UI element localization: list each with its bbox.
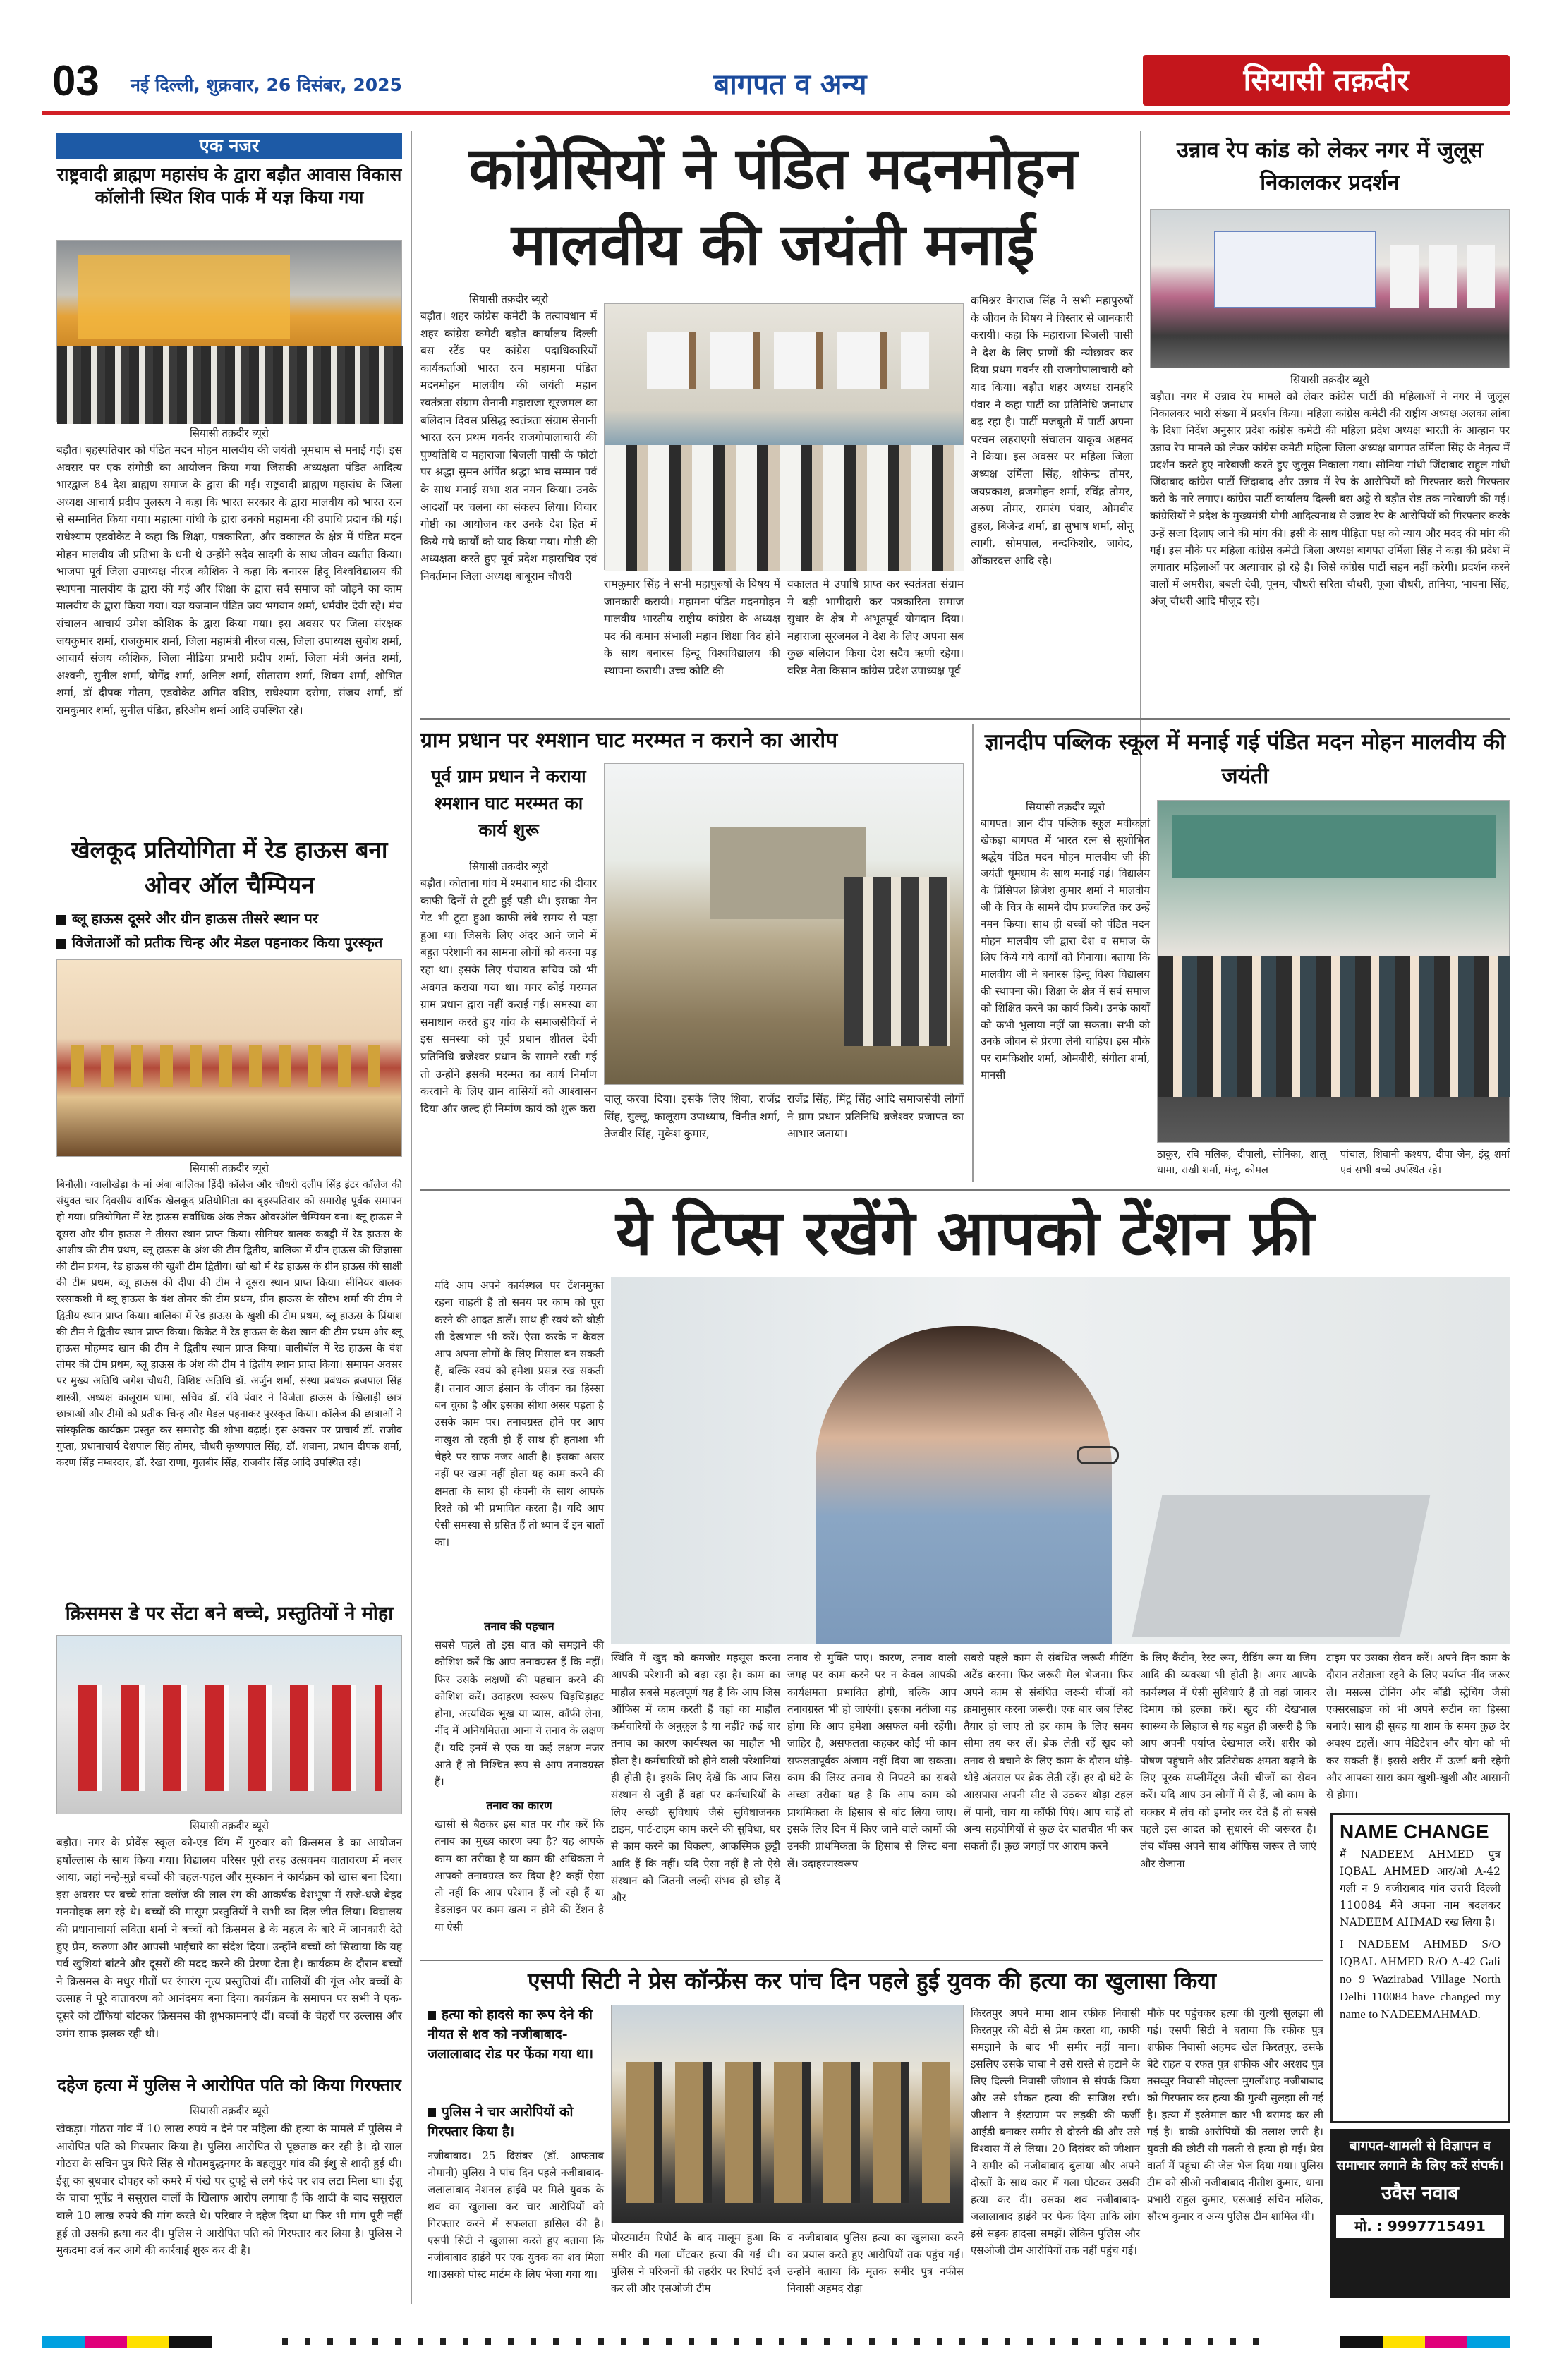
spcity-body-a: नजीबाबाद। 25 दिसंबर (डॉ. आफताब नोमानी) पुलिस ने पांच दिन पहले नजीबाबाद-जलालाबाद नेशनल हाईवे पर मिले युवक के शव का खुलासा कर चार आरोपियों को गिरफ्तार करने में सफलता हासिल की है। एसपी सिटी ने खुलासा करते हुए बताया कि नजीबाबाद हाईवे पर एक युवक का शव मिला था।उसको पोस्ट मार्टम के लिए भेजा गया था। [428, 2149, 604, 2281]
name-change-title: NAME CHANGE [1340, 1821, 1489, 1842]
spcity-top-rule [420, 1960, 1323, 1961]
story2-body: बिनौली। ग्वालीखेड़ा के मां अंबा बालिका हिंदी कॉलेज और चौधरी दलीप सिंह इंटर कॉलेज की संयुक्त चार दिवसीय वार्षिक खेलकूद प्रतियोगिता का बृहस्पतिवार को समारोह पूर्वक समापन हो गया। प्रतियोगिता में रेड हाऊस सर्वाधिक अंक लेकर ओवरऑल चैम्पियन बना। ब्लू हाऊस ने दूसरा और ग्रीन हाऊस ने तीसरा स्थान प्राप्त किया। सीनियर बालक कबड्डी में रेड हाऊस के आशीष की टीम प्रथम, ब्लू हाऊस के अंश की टीम द्वितीय, बालिका में ग्रीन हाऊस की जिज्ञासा की टीम प्रथम, रेड हाऊस की खुशी टीम द्वितीय। खो खो में रेड हाऊस के ग्रीन हाऊस की साक्षी की टीम प्रथम, ब्लू हाऊस की दीपा की टीम ने दूसरा स्थान प्राप्त किया। सीनियर बालक रस्साकशी में ब्लू हाऊस के वंश तोमर की टीम प्रथम, ग्रीन हाऊस के सौरभ शर्मा की टीम ने द्वितीय स्थान प्राप्त किया। बालिका में रेड हाऊस के खुशी की टीम प्रथम, ब्लू हाऊस के प्रिंयाश की टीम ने द्वितीय स्थान प्राप्त किया। क्रिकेट में रेड हाऊस के केश खान की टीम प्रथम और ब्लू हाऊस मोहम्मद खान की टीम ने द्वितीय स्थान प्राप्त किया। वालीबॉल में रेड हाऊस के वंश तोमर की टीम प्रथम, ब्लू हाऊस के अंश की टीम ने द्वितीय स्थान प्राप्त किया। समापन अवसर पर मुख्य अतिथि जगेश चौधरी, विशिष्ट अतिथि डॉ. अर्जुन शर्मा, संस्था प्रबंधक ब्रजपाल सिंह शास्त्री, अध्यक्ष कालूराम धामा, सचिव डॉ. रवि पंवार ने विजेता हाऊस के खिलाड़ी छात्र छात्राओं और टीमों को प्रतीक चिन्ह और मेडल पहनाकर पुरस्कृत किया। कॉलेज की छात्राओं ने सांस्कृतिक कार्यक्रम प्रस्तुत कर समारोह की शोभा बढ़ाई। इस अवसर पर प्राचार्य डॉ. राजीव गुप्ता, प्रधानाचार्य देशपाल सिंह तोमर, चौधरी कृष्णपाल सिंह, डॉ. शवाना, प्रधान दीपक शर्मा, करण सिंह नम्बरदार, डॉ. रेखा राणा, गुलबीर सिंह, राजबीर सिंह आदि उपस्थित रहे। [56, 1179, 402, 1469]
name-change-english: I NADEEM AHMED S/O IQBAL AHMED R/O A-42 Gali no 9 Wazirabad Village North Delhi 110084 have changed my name to NADEEMAHMAD. [1340, 1937, 1501, 2021]
story3-byline: सियासी तक़दीर ब्यूरो [190, 1819, 269, 1832]
story2-headline: खेलकूद प्रतियोगिता में रेड हाऊस बना ओवर ऑल चैम्पियन [71, 836, 388, 899]
lead-body-col-b: रामकुमार सिंह ने सभी महापुरुषों के विषय में जानकारी करायी। महामना पंडित मदनमोहन मालवीय भारतीय राष्ट्रीय कांग्रेस के अध्यक्ष पद की कमान संभाली महान शिक्षा विद होने के साथ बनारस हिन्दू विश्वविद्यालय की स्थापना करायी। उच्च कोटि की [604, 578, 780, 677]
crowd [57, 346, 403, 424]
story2-bullet-1 [56, 909, 402, 928]
spcity-headline: एसपी सिटी ने प्रेस कॉन्फ्रेंस कर पांच दिन पहले हुई युवक की हत्या का खुलासा किया [527, 1967, 1217, 1994]
tips-para-8: टाइम पर उसका सेवन करें। अपने दिन काम के दौरान तरोताजा रहने के लिए पर्याप्त नींद जरूर लें। मसल्स टोनिंग और बॉडी स्ट्रेचिंग जैसी एक्सरसाइज को भी अपने रूटीन का हिस्सा बनाएं। साथ ही सुबह या शाम के समय कुछ देर अवश्य टहलें। आप मेडिटेशन और योग को भी कर सकती हैं। इससे शरीर में ऊर्जा बनी रहेगी और आपका सारा काम खुशी-खुशी और आसानी से होगा। [1326, 1651, 1510, 1802]
tips-para-3: खासी से बैठकर इस बात पर गौर करें कि तनाव का मुख्य कारण क्या है? यह आपके काम का तरीका है या काम की अधिकता ने आपको तनावग्रस्त कर दिया है? कहीं ऐसा तो नहीं कि आप परेशान हैं जो रही हैं या डेडलाइन पर काम खत्म न होने की टेंशन है या ऐसी [435, 1818, 604, 1933]
santa-kids [78, 1685, 382, 1791]
section-title: बागपत व अन्य [713, 68, 867, 101]
lead-byline: सियासी तक़दीर ब्यूरो [469, 293, 548, 305]
tips-sub-1: तनाव की पहचान [484, 1620, 554, 1633]
registration-dots [282, 2338, 1270, 2345]
story1-body: बड़ौत। बृहस्पतिवार को पंडित मदन मोहन मालवीय की जयंती भूमधाम से मनाई गई। इस अवसर पर एक संगोष्ठी का आयोजन किया गया जिसकी अध्यक्षता पंडित आदित्य भारद्वाज 84 देश ब्राह्मण समाज के द्वारा की गई। राष्ट्रवादी ब्राह्मण महासंघ के जिला अध्यक्ष आचार्य प्रदीप पुलस्त्य ने कहा कि भारत सरकार के द्वारा मालवीय को भारत रत्न से सम्मानित किया गया। महात्मा गांधी के द्वारा उनको महामना की उपाधि प्रदान की गई। राधेश्याम एडवोकेट ने कहा कि शिक्षा, पत्रकारिता, और वकालत के क्षेत्र में पंडित मदन मोहन मालवीय जी प्रतिभा के धनी थे उन्होंने सदैव सादगी के साथ जीवन व्यतीत किया। भाजपा पूर्व जिला उपाध्यक्ष नीरज कौशिक ने कहा कि बनारस हिंदू विश्वविद्यालय की स्थापना मालवीय के द्वारा की गई और शिक्षा के द्वारा सर्व समाज को जोड़ने का काम मालवीय के द्वारा किया गया। यज्ञ यजमान पंडित जय भगवान शर्मा, धर्मवीर देवी रहे। मंच संचालन आचार्य उमेश कौशिक के द्वारा किया गया। इस अवसर पर जिला संरक्षक जयकुमार शर्मा, राजकुमार शर्मा, जिला महामंत्री नीरज वत्स, जिला उपाध्यक्ष सुबोध शर्मा, आचार्य संजय कौशिक, जिला मीडिया प्रभारी प्रदीप शर्मा, जिला मंत्री अनंत शर्मा, अश्वनी, सुनील शर्मा, योगेंद्र शर्मा, अनिल शर्मा, सीताराम शर्मा, शिवम शर्मा, शोभित शर्मा, डॉ दीपक गौतम, एडवोकेट अमित वशिष्ठ, राघेश्याम दरोगा, संजय शर्मा, डॉ रामकुमार शर्मा, सुनील पंडित, हरिओम शर्मा आदि उपस्थित रहे। [56, 444, 402, 717]
header-rule-red [42, 111, 1510, 115]
unnao-byline: सियासी तक़दीर ब्यूरो [1290, 373, 1369, 386]
paper-name: सियासी तक़दीर [1243, 63, 1409, 97]
story1-photo [56, 240, 402, 422]
tips-headline: ये टिप्स रखेंगे आपको टेंशन फ्री [616, 1196, 1314, 1269]
placards [1390, 245, 1503, 308]
ek-najar-tag [56, 133, 402, 159]
dateline: नई दिल्ली, शुक्रवार, 26 दिसंबर, 2025 [131, 75, 402, 95]
lead-body-col-c: वकालत मे उपाधि प्राप्त कर स्वतंत्रता संग्राम मे बड़ी भागीदारी कर पत्रकारिता समाज सुधार के क्षेत्र मे अभूतपूर्व योगदान दिया। महाराजा सूरजमल ने देश के लिए अपना सब कुछ बलिदान किया देश सदैव ऋणी रहेगा। वरिष्ठ नेता किसान कांग्रेस प्रदेश उपाध्यक्ष पूर्व [787, 578, 964, 677]
shamshan-body-c: राजेंद्र सिंह, मिंटू सिंह आदि समाजसेवी लोगों ने ग्राम प्रधान प्रतिनिधि ब्रजेश्वर प्रजापत का आभार जताया। [787, 1093, 964, 1141]
story3-photo [56, 1635, 402, 1814]
tips-para-7: के लिए कैंटीन, रेस्ट रूम, रीडिंग रूम या जिम आदि की व्यवस्था भी होती है। अगर आपके कार्यस्थल में ऐसी सुविधाएं हैं तो वहां जाकर दिमाग को हल्का करें। खुद की देखभाल स्वास्थ्य के लिहाज से यह बहुत ही जरूरी है कि आप अपनी पर्याप्त देखभाल करें। शरीर को पोषण पहुंचाने और प्रतिरोधक क्षमता बढ़ाने के लिए पूरक सप्लीमेंट्स जैसी चीजों का सेवन करें। यदि आप उन लोगों में से हैं, जो काम के चक्कर में लंच को इग्नोर कर देते हैं तो सबसे पहले इस आदत को सुधारने की जरूरत है। लंच बॉक्स अपने साथ ऑफिस जरूर ले जाएं और रोजाना [1140, 1651, 1316, 1870]
spcity-caption: पोस्टमार्टम रिपोर्ट के बाद मालूम हुआ कि समीर की गला घोंटकर हत्या की गई थी। पुलिस ने परिजनों की तहरीर पर रिपोर्ट दर्ज कर ली और एसओजी टीम [611, 2231, 780, 2295]
story4-body: खेकड़ा। गोठरा गांव में 10 लाख रुपये न देने पर महिला की हत्या के मामले में पुलिस ने आरोपित पति को गिरफ्तार किया है। पुलिस आरोपित से पूछताछ कर रही है। दो साल गोठरा के सचिन पुत्र फिरे सिंह से गौतमबुद्धनगर के बहलूपुर गांव की ईशु से शादी हुई थी। ईशु का बुधवार दोपहर को कमरे में पंखे पर दुपट्टे से लगे फंदे पर शव लटा मिला था। ईशु के चाचा भूपेंद्र ने ससुराल वालों के खिलाफ आरोप लगाया है कि शादी के बाद ससुराल वाले 10 लाख रुपये की मांग करते थे। परिवार ने दहेज दिया था फिर भी मांग पूरी नहीं हुई तो उसकी हत्या कर दी। पुलिस ने आरोपित पति को गिरफ्तार कर लिया है। पुलिस ने मुकदमा दर्ज कर आगे की कार्रवाई शुरू कर दी है। [56, 2123, 402, 2257]
portrait-frames [647, 332, 929, 389]
protest-banner [1214, 231, 1376, 308]
story4-byline: सियासी तक़दीर ब्यूरो [190, 2104, 269, 2117]
shamshan-byline: सियासी तक़दीर ब्यूरो [469, 860, 548, 873]
tips-para-1: यदि आप अपने कार्यस्थल पर टेंशनमुक्त रहना चाहती हैं तो समय पर काम को पूरा करने की आदत डालें। साथ ही स्वयं को थोड़ी सी देखभाल भी करें। ऐसा करके न केवल आप अपना लोगों के लिए मिसाल बन सकती हैं, बल्कि स्वयं को हमेशा प्रसन्न रख सकती हैं। तनाव आज इंसान के जीवन का हिस्सा बन चुका है और इसका सीधा असर पड़ता है उसके काम पर। तनावग्रस्त होने पर आप नाखुश तो रहती ही हैं साथ ही हताशा भी चेहरे पर साफ नजर आती है। इसका असर नहीं पर खत्म नहीं होता यह काम करने की क्षमता के साथ ही कंपनी के साथ आपके रिश्ते को भी प्रभावित करता है। यदि आप ऐसी समस्या से ग्रसित हैं तो ध्यान दें इन बातों का। [435, 1279, 604, 1549]
students [1158, 956, 1510, 1097]
registration-marks [42, 2328, 1510, 2356]
gyan-body: बागपत। ज्ञान दीप पब्लिक स्कूल मवीकलां खेकड़ा बागपत में भारत रत्न से सुशोभित श्रद्धेय पंडित मदन मोहन मालवीय जी की जयंती धूमधाम के साथ मनाई गई। विद्यालय के प्रिंसिपल ब्रिजेश कुमार शर्मा ने मालवीय जी के चित्र के सामने दीप प्रज्वलित कर उन्हें नमन किया। साथ ही बच्चों को पंडित मदन मोहन मालवीय जी द्वारा देश व समाज के लिए किये गये कार्यों को गिनाया। बताया कि मालवीय जी ने बनारस हिन्दू विश्व विद्यालय की स्थापना की। शिक्षा के क्षेत्र में सर्व समाज को शिक्षित करने का कार्य किये। उनके कार्यों को कभी भुलाया नहीं जा सकता। सभी को उनके जीवन से प्रेरणा लेनी चाहिए। इस मौके पर रामकिशोर शर्मा, ओमबीरी, संगीता शर्मा, मानसी [981, 817, 1150, 1081]
name-change-hindi: मैं NADEEM AHMED पुत्र IQBAL AHMED आर/ओ A-42 गली न 9 वजीराबाद गांव उत्तरी दिल्ली 110084 मैंने अपना नाम बदलकर NADEEM AHMAD रख लिया है। [1340, 1848, 1501, 1929]
gyan-byline: सियासी तक़दीर ब्यूरो [1026, 801, 1105, 813]
col1-divider [411, 131, 412, 2304]
ek-najar-label: एक नजर [199, 135, 260, 156]
lead-headline: कांग्रेसियों ने पंडित मदनमोहन मालवीय की जयंती मनाई [468, 135, 1078, 279]
tips-para-4: स्थिति में खुद को कमजोर महसूस करना आपकी परेशानी को बढ़ा रहा है। काम का माहौल सबसे महत्वपूर्ण यह है कि आप जिस ऑफिस में काम करती हैं वहां का माहौल कर्मचारियों के अनुकूल है या नहीं? कई बार तनाव का कारण कार्यस्थल का माहौल भी होता है। कर्मचारियों को होने वाली परेशानियां ही होती है। इसके लिए देखें कि आप जिस संस्थान से जुड़ी हैं वहां पर कर्मचारियों के लिए अच्छी सुविधाएं जैसे सुविधाजनक टाइम, पार्ट-टाइम काम करने की सुविधा, घर से काम करने का विकल्प, आकस्मिक छुट्टी आदि हैं कि नहीं। यदि ऐसा नहीं है तो ऐसे संस्थान को जितनी जल्दी संभव हो छोड़ दें और [611, 1651, 780, 1905]
spcity-photo [611, 2005, 964, 2223]
spcity-body-c: किरतपुर अपने मामा शाम रफीक निवासी किरतपुर की बेटी से प्रेम करता था, काफी समझाने के बाद भी समीर नहीं माना। इसलिए उसके चाचा ने उसे रास्ते से हटाने के लिए दिल्ली निवासी जीशान से संपर्क किया और उसे शौकत हत्या की साजिश रची।जीशान ने इंस्टाग्राम पर लड़की की फर्जी आईडी बनाकर समीर से दोस्ती की और उसे विश्वास में ले लिया। 20 दिसंबर को जीशान ने समीर को नजीबाबाद बुलाया और अपने दोस्तों के साथ कार में गला घोटकर उसकी हत्या कर दी। उसका शव नजीबाबाद-जलालाबाद हाईवे पर फेंक दिया ताकि लोग इसे सड़क हादसा समझें। लेकिन पुलिस और एसओजी टीम आरोपियों तक नहीं पहुंच गई। [971, 2007, 1140, 2257]
police-officers [626, 2062, 950, 2203]
unnao-body: बड़ौत। नगर में उन्नाव रेप मामले को लेकर कांग्रेस पार्टी की महिलाओं ने नगर में जुलूस निकालकर भारी संख्या में प्रदर्शन किया। महिला कांग्रेस कमेटी की राष्ट्रीय अध्यक्ष अलका लांबा के दिशा निर्देश अनुसार प्रदेश कांग्रेस कमेटी की महिला प्रदेश अध्यक्ष भारती के आव्हान पर उन्नाव रेप मामले को लेकर कांग्रेस कमेटी महिला जिला अध्यक्ष बागपत उर्मिला सिंह के नेतृत्व में प्रदर्शन करते हुए नारेबाजी करते हुए जुलूस निकाला गया। सोनिया गांधी जिंदाबाद राहुल गांधी जिंदाबाद कांग्रेस पार्टी जिंदाबाद और उन्नाव में रेप के आरोपियों को गिरफ्तार करो गिरफ्तार करो के नारे लगाए। कांग्रेस पार्टी कार्यालय दिल्ली बस अड्डे से बड़ौत रोड तक नारेबाजी की गई। कांग्रेसियों ने प्रदेश के मुख्यमंत्री योगी आदित्यनाथ से उन्नाव रेप के आरोपियों को गिरफ्तार करके उन्हें सजा दिलाए जाने की मांग की। इसी के साथ पीड़िता पक्ष को न्याय और मदद की मांग की गई। इस मौके पर महिला कांग्रेस कमेटी जिला अध्यक्ष बागपत उर्मिला सिंह ने कहा की प्रदेश में लगातार महिलाओं पर अत्याचार हो रहे है। जिसे कांग्रेस पार्टी सहन नहीं करेगी। प्रदर्शन करने वालों में अमरीश, बबली देवी, पूनम, चौधरी सरिता चौधरी, पूजा चौधरी, तानिया, भावना सिंह, अंजू चौधरी आदि मौजूद रहे। [1150, 390, 1510, 608]
shamshan-subhead: पूर्व ग्राम प्रधान ने कराया श्मशान घाट मरम्मत का कार्य शुरू [431, 766, 586, 840]
gyan-caption-2: पांचाल, शिवानी कश्यप, दीपा जैन, इंदु शर्मा एवं सभी बच्चे उपस्थित रहे। [1340, 1149, 1510, 1176]
story4-headline: दहेज हत्या में पुलिस ने आरोपित पति को किया गिरफ्तार [57, 2075, 401, 2095]
story2-photo [56, 959, 402, 1157]
contact-ad-text: बागपत-शामली से विज्ञापन व समाचार लगाने के लिए करें संपर्क। [1336, 2138, 1504, 2173]
story2-byline: सियासी तक़दीर ब्यूरो [190, 1162, 269, 1174]
gyan-caption-1: ठाकुर, रवि मलिक, दीपाली, सोनिका, शालू धामा, राखी शर्मा, मंजू, कोमल [1157, 1149, 1326, 1176]
contact-ad-name: उवैस नवाब [1381, 2182, 1459, 2204]
tips-photo [611, 1277, 1510, 1644]
unnao-headline: उन्नाव रेप कांड को लेकर नगर में जुलूस निकालकर प्रदर्शन [1176, 138, 1484, 195]
story1-byline: सियासी तक़दीर ब्यूरो [190, 427, 269, 439]
villagers [844, 877, 950, 1046]
shamshan-divider [972, 724, 974, 1182]
masthead [0, 0, 1552, 120]
story3-body: बड़ौत। नगर के प्रोवेंस स्कूल को-एड विंग में गुरुवार को क्रिसमस डे का आयोजन हर्षोल्लास के साथ किया गया। विद्यालय परिसर पूरी तरह उत्सवमय वातावरण में नजर आया, जहां नन्हे-मुन्ने बच्चों की चहल-पहल और मुस्कान ने कार्यक्रम को खास बना दिया। इस अवसर पर बच्चे सांता क्लॉज की लाल रंग की आकर्षक वेशभूषा में सजे-धजे बेहद मनमोहक लग रहे थे। बच्चों की मासूम प्रस्तुतियों ने सभी का दिल जीत लिया। विद्यालय की प्रधानाचार्या सविता शर्मा ने बच्चों को क्रिसमस डे के महत्व के बारे में जानकारी देते हुए प्रेम, करुणा और आपसी भाईचारे का संदेश दिया। उन्होंने बच्चों को सिखाया कि यह पर्व खुशियां बांटने और दूसरों की मदद करने की प्रेरणा देता है। कार्यक्रम के दौरान बच्चों ने क्रिसमस के मधुर गीतों पर रंगारंग नृत्य प्रस्तुतियां दीं। तालियों की गूंज और बच्चों के उत्साह ने पूरे वातावरण को आनंदमय बना दिया। कार्यक्रम के समापन पर सभी ने एक-दूसरे को टॉफियां बांटकर क्रिसमस की शुभकामनाएं दीं। बच्चों के चेहरों पर उल्लास और उमंग साफ झलक रही थी। [56, 1836, 402, 2040]
tips-para-2: सबसे पहले तो इस बात को समझने की कोशिश करें कि आप तनावग्रस्त हैं कि नहीं। फिर उसके लक्षणों की पहचान करने की कोशिश करें। उदाहरण स्वरूप चिड़चिड़ाहट होना, अत्यधिक भूख या प्यास, कॉफी लेना, नींद में अनियमितता आना ये तनाव के लक्षण हैं। यदि इनमें से एक या कई लक्षण नजर आते हैं तो निश्चित रूप से आप तनावग्रस्त हैं। [435, 1639, 604, 1789]
contact-ad [1330, 2129, 1510, 2298]
spcity-bullet-1 [428, 2005, 604, 2064]
name-change-ad [1330, 1813, 1510, 2123]
paper-name-banner [1143, 55, 1510, 106]
lead-photo [604, 303, 964, 570]
eyeglasses [1077, 1446, 1119, 1464]
spcity-bullet-2 [428, 2102, 604, 2142]
shamshan-photo [604, 763, 964, 1085]
school-banner [1172, 815, 1496, 878]
tips-top-rule [420, 1189, 1510, 1191]
bullet-2-text: विजेताओं को प्रतीक चिन्ह और मेडल पहनाकर किया पुरस्कृत [72, 934, 383, 951]
mid-rule [420, 718, 1510, 720]
gyan-headline: ज्ञानदीप पब्लिक स्कूल में मनाई गई पंडित मदन मोहन मालवीय की जयंती [984, 729, 1506, 789]
shamshan-body: बड़ौत। कोताना गांव में श्मशान घाट की दीवार काफी दिनों से टूटी हुई पड़ी थी। इसका मेन गेट भी टूटा हुआ काफी लंबे समय से पड़ा हुआ था। जिसके लिए अंदर आने जाने में बहुत परेशानी का सामना लोगों को करना पड़ रहा था। इसके लिए पंचायत सचिव को भी अवगत कराया गया था। मगर कोई मरम्मत ग्राम प्रधान द्वारा नहीं कराई गई। समस्या का समाधान करते हुए गांव के समाजसेवियों ने इस समस्या को पूर्व प्रधान शीतल देवी प्रतिनिधि ब्रजेश्वर प्रधान के सामने रखी गई तो उन्होंने इसकी मरम्मत का कार्य निर्माण करवाने के लिए ग्राम वासियों को आश्वासन दिया और जल्द ही निर्माण कार्य को शुरू करा [420, 877, 597, 1115]
spcity-bullet-2-text: पुलिस ने चार आरोपियों को गिरफ्तार किया है। [428, 2104, 574, 2139]
color-bar-right [1340, 2336, 1510, 2348]
spcity-bullet-1-text: हत्या को हादसे का रूप देने की नीयत से शव को नजीबाबाद-जलालाबाद रोड पर फेंका गया था। [428, 2007, 594, 2062]
gyan-photo [1157, 800, 1510, 1143]
color-bar-left [42, 2336, 212, 2348]
shamshan-shed [710, 827, 866, 919]
yagya-tent [78, 255, 290, 339]
bullet-1-text: ब्लू हाऊस दूसरे और ग्रीन हाऊस तीसरे स्थान पर [72, 910, 319, 927]
laptop [1132, 1495, 1431, 1637]
spcity-body-b: व नजीबाबाद पुलिस हत्या का खुलासा करने का प्रयास करते हुए आरोपियों तक पहुंच गई। उन्होंने बताया कि मृतक समीर पुत्र नफीस निवासी अहमद रोड़ा [787, 2231, 964, 2295]
shamshan-body-b: चालू करवा दिया। इसके लिए शिवा, राजेंद्र सिंह, सुल्लू, कालूराम उपाध्याय, विनीत शर्मा, तेजवीर सिंह, मुकेश कुमार, [604, 1093, 780, 1141]
meeting-crowd [605, 445, 964, 571]
tips-para-6: सबसे पहले काम से संबंधित जरूरी मीटिंग अटेंड करना। फिर जरूरी मेल भेजना। फिर अपने काम से संबंधित जरूरी चीजों को क्रमानुसार करना जरूरी। एक बार जब लिस्ट तैयार हो जाए तो हर काम के लिए समय सीमा तय कर लें। ब्रेक लेती रहें खुद को तनाव से बचाने के लिए काम के दौरान थोड़े-थोड़े अंतराल पर ब्रेक लेती रहें। हर दो घंटे के आसपास अपनी सीट से उठकर थोड़ा टहल लें पानी, चाय या कॉफी पिएं। आप चाहें तो अन्य सहयोगियों से कुछ देर बातचीत भी कर सकती हैं। कुछ जगहों पर आराम करने [964, 1651, 1133, 1853]
spcity-body-d: मौके पर पहुंचकर हत्या की गुत्थी सुलझा ली गई। एसपी सिटी ने बताया कि रफीक पुत्र शफीक निवासी अहमद खेल किरतपुर, उसके बेटे राहत व रफत पुत्र शफीक और अरशद पुत्र तसव्वुर निवासी मोहल्ला मुगलोंशाह नजीबाबाद को गिरफ्तार कर हत्या की गुत्थी सुलझा ली गई है। हत्या में इस्तेमाल कार भी बरामद कर ली गई है। बाकी आरोपियों की तलाश जारी है। युवती की छोटी सी गलती से हत्या हो गई। प्रेस वार्ता में पहुंचा की जेल भेज दिया गया। पुलिस टीम को सीओ नजीबाबाद नीतीश कुमार, थाना प्रभारी राहुल कुमार, एसआई सचिन मलिक, सौरभ कुमार व अन्य पुलिस टीम शामिल थी। [1147, 2007, 1323, 2223]
page-number: 03 [52, 57, 99, 104]
story2-bullet-2 [56, 933, 402, 952]
trophy-row [71, 1045, 389, 1087]
shamshan-headline: ग्राम प्रधान पर श्मशान घाट मरम्मत न कराने का आरोप [420, 728, 838, 753]
tips-sub-2: तनाव का कारण [486, 1799, 552, 1812]
story3-headline: क्रिसमस डे पर सेंटा बने बच्चे, प्रस्तुतियों ने मोहा [65, 1603, 394, 1625]
story1-headline: राष्ट्रवादी ब्राह्मण महासंघ के द्वारा बड़ौत आवास विकास कॉलोनी स्थित शिव पार्क में यज्ञ किया गया [56, 164, 402, 207]
unnao-photo [1150, 209, 1510, 368]
tips-para-5: तनाव से मुक्ति पाएं। कारण, तनाव वाली जगह पर काम करने पर न केवल आपकी कार्यक्षमता प्रभावित होगी, बल्कि आप तनावग्रस्त भी हो जाएंगी। इसका नतीजा यह होगा कि आप हमेशा असफल बनी रहेंगी। जाहिर है, असफलता कहकर कोई भी काम सफलतापूर्वक अंजाम नहीं दिया जा सकता। काम की लिस्ट तनाव से निपटने का सबसे अच्छा तरीका यह है कि आप काम को प्राथमिकता के हिसाब से बांट लिया जाए। इसके लिए दिन में किए जाने वाले कामों की उनकी प्राथमिकता के हिसाब से लिस्ट बना लें। उदाहरणस्वरूप [787, 1651, 957, 1870]
lead-body-col-a: बड़ौत। शहर कांग्रेस कमेटी के तत्वावधान में शहर कांग्रेस कमेटी बड़ौत कार्यालय दिल्ली बस स्टैंड पर कांग्रेस पदाधिकारियों कार्यकर्ताओं भारत रत्न महामना पंडित मदनमोहन मालवीय की जयंती महान स्वतंत्रता संग्राम सेनानी महाराजा सूरजमल का बलिदान दिवस प्रसिद्ध स्वतंत्रता संग्राम सेनानी भारत रत्न प्रथम गवर्नर राजगोपालाचारी की पुण्यतिथि व महाराजा बिजली पासी के फोटो पर श्रद्धा सुमन अर्पित श्रद्धा भाव सम्मान पर्व के साथ मनाई सभा शत नमन किया। उनके आदर्शों पर चलना का संकल्प लिया। विचार गोष्ठी का आयोजन कर उनके देश हित में किये गये कार्यों को याद किया गया। गोष्ठी की अध्यक्षता करते हुए पूर्व प्रदेश महासचिव एवं निवर्तमान जिला अध्यक्ष बाबूराम चौधरी [420, 310, 597, 583]
contact-ad-mobile: मो. : 9997715491 [1336, 2215, 1504, 2238]
lead-body-col-d: कमिश्नर वेगराज सिंह ने सभी महापुरुषों के जीवन के विषय मे विस्तार से जानकारी करायी। कहा कि महाराजा बिजली पासी ने देश के लिए प्राणों की न्योछावर कर दिया प्रथम गवर्नर सी राजगोपालाचारी को याद किया। बड़ौत शहर अध्यक्ष रामहरि पंवार ने कहा पार्टी का प्रतिनिधि जनाधार बढ़ रहा है। पार्टी मजबूती में पार्टी अपना परचम लहराएगी संचालन याकूब अहमद ने किया। इस अवसर पर महिला जिला अध्यक्ष उर्मिला सिंह, शोकेन्द्र तोमर, जयप्रकाश, ब्रजमोहन शर्मा, रविंद्र तोमर, अरुण तोमर, रामरंग पंवार, ओमवीर ढुहल, बिजेन्द्र शर्मा, डा सुभाष शर्मा, सोनू त्यागी, सोमपाल, नन्दकिशोर, जावेद, ओंकारदत्त आदि रहे। [971, 294, 1133, 567]
woman-figure [816, 1326, 1112, 1644]
